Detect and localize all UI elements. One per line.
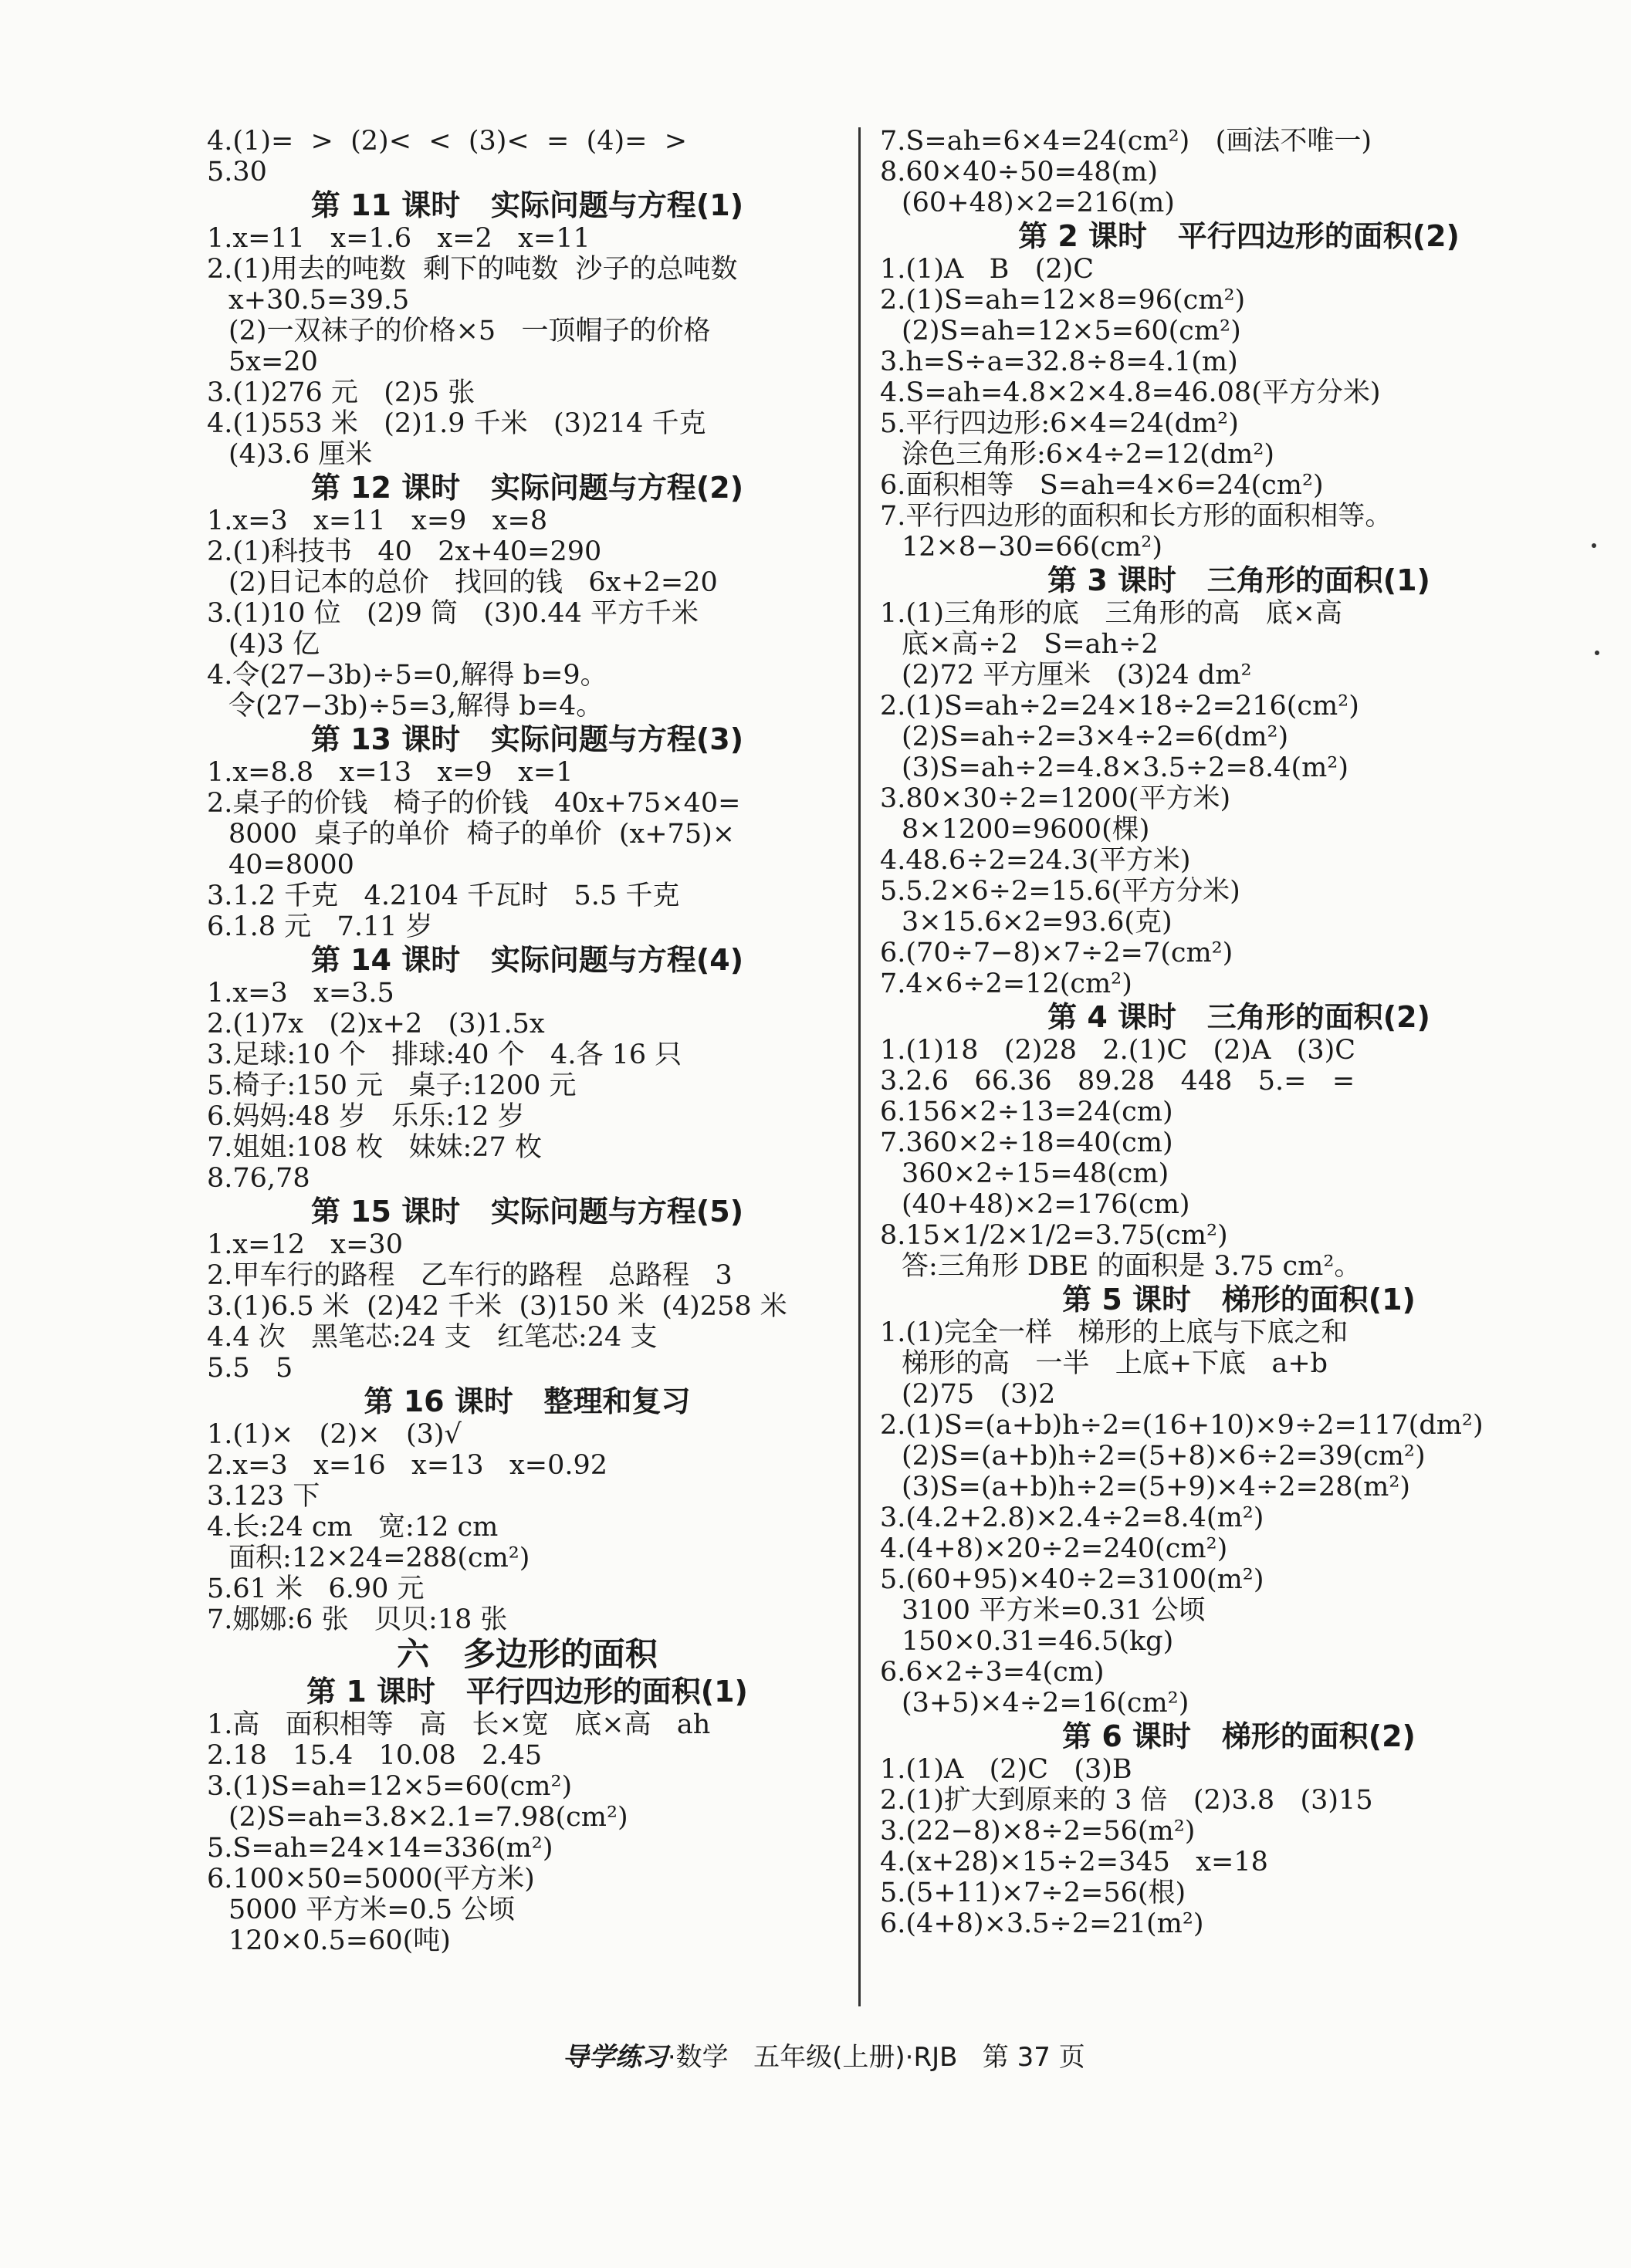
answer-line: 3.(1)6.5 米 (2)42 千米 (3)150 米 (4)258 米: [207, 1291, 787, 1322]
answer-line: 4.(1)553 米 (2)1.9 千米 (3)214 千克: [207, 408, 706, 439]
chapter-heading: 六 多边形的面积: [397, 1635, 658, 1673]
footer-info: ·数学 五年级(上册)·RJB 第 37 页: [667, 2042, 1085, 2073]
answer-line: 5.30: [207, 157, 267, 188]
answer-line: (2)S=ah=3.8×2.1=7.98(cm²): [228, 1802, 628, 1833]
answer-line: 2.(1)S=ah÷2=24×18÷2=216(cm²): [880, 691, 1359, 722]
answer-line: 3.(22−8)×8÷2=56(m²): [880, 1816, 1196, 1847]
answer-line: 5.5.2×6÷2=15.6(平方分米): [880, 876, 1240, 907]
answer-line: 2.18 15.4 10.08 2.45: [207, 1740, 543, 1771]
answer-line: 8×1200=9600(棵): [902, 814, 1150, 845]
lesson-heading: 第 2 课时 平行四边形的面积(2): [1018, 219, 1460, 253]
answer-line: (3+5)×4÷2=16(cm²): [902, 1688, 1189, 1719]
answer-line: 7.4×6÷2=12(cm²): [880, 968, 1132, 999]
answer-line: 5.平行四边形:6×4=24(dm²): [880, 408, 1239, 439]
answer-line: (40+48)×2=176(cm): [902, 1189, 1190, 1220]
answer-line: (2)一双袜子的价格×5 一顶帽子的价格: [228, 316, 711, 346]
lesson-heading: 第 11 课时 实际问题与方程(1): [310, 188, 744, 222]
answer-line: 2.(1)用去的吨数 剩下的吨数 沙子的总吨数: [207, 254, 738, 285]
answer-line: (3)S=ah÷2=4.8×3.5÷2=8.4(m²): [902, 752, 1348, 783]
answer-line: 4.4 次 黑笔芯:24 支 红笔芯:24 支: [207, 1322, 658, 1353]
answer-line: 1.x=8.8 x=13 x=9 x=1: [207, 757, 574, 788]
answer-line: 3.(1)276 元 (2)5 张: [207, 377, 475, 408]
answer-line: 7.S=ah=6×4=24(cm²) (画法不唯一): [880, 126, 1372, 157]
answer-line: 5.5 5: [207, 1353, 293, 1384]
answer-line: 3.(4.2+2.8)×2.4÷2=8.4(m²): [880, 1502, 1264, 1533]
answer-line: (2)S=ah÷2=3×4÷2=6(dm²): [902, 722, 1289, 752]
answer-line: 1.x=3 x=11 x=9 x=8: [207, 505, 548, 536]
answer-line: 3.80×30÷2=1200(平方米): [880, 783, 1231, 814]
answer-line: 1.x=3 x=3.5: [207, 978, 394, 1009]
lesson-heading: 第 15 课时 实际问题与方程(5): [310, 1195, 744, 1229]
answer-line: 3100 平方米=0.31 公顷: [902, 1595, 1206, 1626]
answer-line: 3.123 下: [207, 1481, 320, 1512]
answer-line: 4.(x+28)×15÷2=345 x=18: [880, 1847, 1268, 1878]
answer-line: 2.(1)科技书 40 2x+40=290: [207, 536, 602, 567]
answer-line: 4.长:24 cm 宽:12 cm: [207, 1512, 499, 1543]
answer-line: 3.(1)10 位 (2)9 筒 (3)0.44 平方千米: [207, 598, 699, 629]
answer-line: 涂色三角形:6×4÷2=12(dm²): [902, 439, 1275, 470]
answer-line: 6.(70÷7−8)×7÷2=7(cm²): [880, 938, 1233, 968]
lesson-heading: 第 14 课时 实际问题与方程(4): [310, 943, 744, 977]
answer-line: (2)日记本的总价 找回的钱 6x+2=20: [228, 567, 718, 598]
answer-line: 6.1.8 元 7.11 岁: [207, 911, 433, 942]
lesson-heading: 第 16 课时 整理和复习: [364, 1384, 691, 1418]
right-column: [880, 126, 1598, 1939]
answer-line: 3×15.6×2=93.6(克): [902, 907, 1172, 938]
answer-line: 8.15×1/2×1/2=3.75(cm²): [880, 1220, 1228, 1251]
answer-line: 2.(1)S=(a+b)h÷2=(16+10)×9÷2=117(dm²): [880, 1410, 1484, 1441]
answer-line: 150×0.31=46.5(kg): [902, 1626, 1174, 1657]
answer-line: 底×高÷2 S=ah÷2: [902, 629, 1159, 660]
answer-line: 360×2÷15=48(cm): [902, 1158, 1169, 1189]
answer-line: 3.(1)S=ah=12×5=60(cm²): [207, 1771, 573, 1802]
answer-line: 6.面积相等 S=ah=4×6=24(cm²): [880, 470, 1324, 501]
answer-line: 5.(5+11)×7÷2=56(根): [880, 1878, 1186, 1908]
answer-line: 2.(1)S=ah=12×8=96(cm²): [880, 285, 1246, 316]
lesson-heading: 第 1 课时 平行四边形的面积(1): [306, 1675, 748, 1709]
answer-line: 梯形的高 一半 上底+下底 a+b: [902, 1348, 1328, 1379]
answer-line: (2)75 (3)2: [902, 1379, 1056, 1410]
lesson-heading: 第 13 课时 实际问题与方程(3): [310, 722, 744, 756]
footer-brand: 导学练习: [562, 2042, 668, 2073]
answer-line: 6.6×2÷3=4(cm): [880, 1657, 1105, 1688]
answer-line: 1.(1)完全一样 梯形的上底与下底之和: [880, 1317, 1348, 1348]
lesson-heading: 第 4 课时 三角形的面积(2): [1047, 1000, 1430, 1034]
answer-line: 4.令(27−3b)÷5=0,解得 b=9。: [207, 660, 607, 691]
stray-dot: [1592, 543, 1596, 548]
answer-line: 5.61 米 6.90 元: [207, 1573, 425, 1604]
answer-line: 3.h=S÷a=32.8÷8=4.1(m): [880, 346, 1238, 377]
answer-line: 令(27−3b)÷5=3,解得 b=4。: [228, 691, 604, 722]
lesson-heading: 第 3 课时 三角形的面积(1): [1047, 563, 1430, 597]
answer-line: 5x=20: [228, 346, 318, 377]
answer-line: (60+48)×2=216(m): [902, 188, 1175, 218]
answer-line: (2)S=ah=12×5=60(cm²): [902, 316, 1241, 346]
lesson-heading: 第 6 课时 梯形的面积(2): [1062, 1719, 1416, 1753]
answer-line: 1.x=11 x=1.6 x=2 x=11: [207, 223, 590, 254]
answer-line: 5000 平方米=0.5 公顷: [228, 1895, 516, 1925]
answer-line: 7.360×2÷18=40(cm): [880, 1127, 1173, 1158]
answer-line: 4.48.6÷2=24.3(平方米): [880, 845, 1191, 876]
answer-line: 1.(1)18 (2)28 2.(1)C (2)A (3)C: [880, 1035, 1356, 1066]
answer-line: 1.(1)三角形的底 三角形的高 底×高: [880, 598, 1343, 629]
answer-line: (2)72 平方厘米 (3)24 dm²: [902, 660, 1252, 691]
answer-line: 2.x=3 x=16 x=13 x=0.92: [207, 1450, 608, 1481]
answer-line: 5.椅子:150 元 桌子:1200 元: [207, 1070, 577, 1101]
answer-line: 6.100×50=5000(平方米): [207, 1864, 535, 1895]
answer-line: 8.60×40÷50=48(m): [880, 157, 1159, 188]
answer-line: 1.x=12 x=30: [207, 1229, 403, 1260]
answer-line: 4.S=ah=4.8×2×4.8=46.08(平方分米): [880, 377, 1381, 408]
answer-line: 6.156×2÷13=24(cm): [880, 1097, 1173, 1127]
answer-line: 4.(4+8)×20÷2=240(cm²): [880, 1533, 1228, 1564]
column-divider: [858, 127, 861, 2006]
lesson-heading: 第 5 课时 梯形的面积(1): [1062, 1283, 1416, 1317]
answer-line: (4)3 亿: [228, 629, 320, 660]
answer-line: 3.2.6 66.36 89.28 448 5.= =: [880, 1066, 1355, 1097]
answer-line: 8000 桌子的单价 椅子的单价 (x+75)×: [228, 819, 736, 850]
answer-line: 2.(1)7x (2)x+2 (3)1.5x: [207, 1009, 545, 1039]
answer-line: 1.(1)A (2)C (3)B: [880, 1754, 1132, 1785]
answer-line: (4)3.6 厘米: [228, 439, 373, 470]
answer-line: 7.姐姐:108 枚 妹妹:27 枚: [207, 1132, 542, 1163]
answer-line: 40=8000: [228, 850, 354, 880]
answer-line: 120×0.5=60(吨): [228, 1925, 451, 1956]
answer-line: 12×8−30=66(cm²): [902, 532, 1162, 563]
answer-line: 7.娜娜:6 张 贝贝:18 张: [207, 1604, 508, 1635]
answer-line: 8.76,78: [207, 1163, 310, 1194]
answer-line: 3.1.2 千克 4.2104 千瓦时 5.5 千克: [207, 880, 680, 911]
answer-line: (3)S=(a+b)h÷2=(5+9)×4÷2=28(m²): [902, 1472, 1411, 1502]
answer-line: 4.(1)= > (2)< < (3)< = (4)= >: [207, 126, 688, 157]
answer-line: 面积:12×24=288(cm²): [228, 1543, 530, 1573]
answer-line: 1.(1)A B (2)C: [880, 254, 1095, 285]
answer-line: 6.妈妈:48 岁 乐乐:12 岁: [207, 1101, 525, 1132]
answer-line: 2.(1)扩大到原来的 3 倍 (2)3.8 (3)15: [880, 1785, 1373, 1816]
answer-line: 7.平行四边形的面积和长方形的面积相等。: [880, 501, 1392, 532]
answer-line: 5.(60+95)×40÷2=3100(m²): [880, 1564, 1264, 1595]
answer-line: 6.(4+8)×3.5÷2=21(m²): [880, 1908, 1204, 1939]
answer-line: 3.足球:10 个 排球:40 个 4.各 16 只: [207, 1039, 682, 1070]
page-footer: [0, 2005, 1631, 2074]
left-column: [207, 126, 848, 1956]
answer-line: 5.S=ah=24×14=336(m²): [207, 1833, 553, 1864]
stray-dot: [1595, 651, 1599, 655]
answer-line: 2.桌子的价钱 椅子的价钱 40x+75×40=: [207, 788, 741, 819]
lesson-heading: 第 12 课时 实际问题与方程(2): [310, 471, 744, 505]
answer-line: 1.(1)× (2)× (3)√: [207, 1419, 462, 1450]
answer-line: 1.高 面积相等 高 长×宽 底×高 ah: [207, 1709, 711, 1740]
answer-line: 2.甲车行的路程 乙车行的路程 总路程 3: [207, 1260, 733, 1291]
answer-line: 答:三角形 DBE 的面积是 3.75 cm²。: [902, 1251, 1362, 1282]
answer-line: (2)S=(a+b)h÷2=(5+8)×6÷2=39(cm²): [902, 1441, 1426, 1472]
answer-line: x+30.5=39.5: [228, 285, 410, 316]
